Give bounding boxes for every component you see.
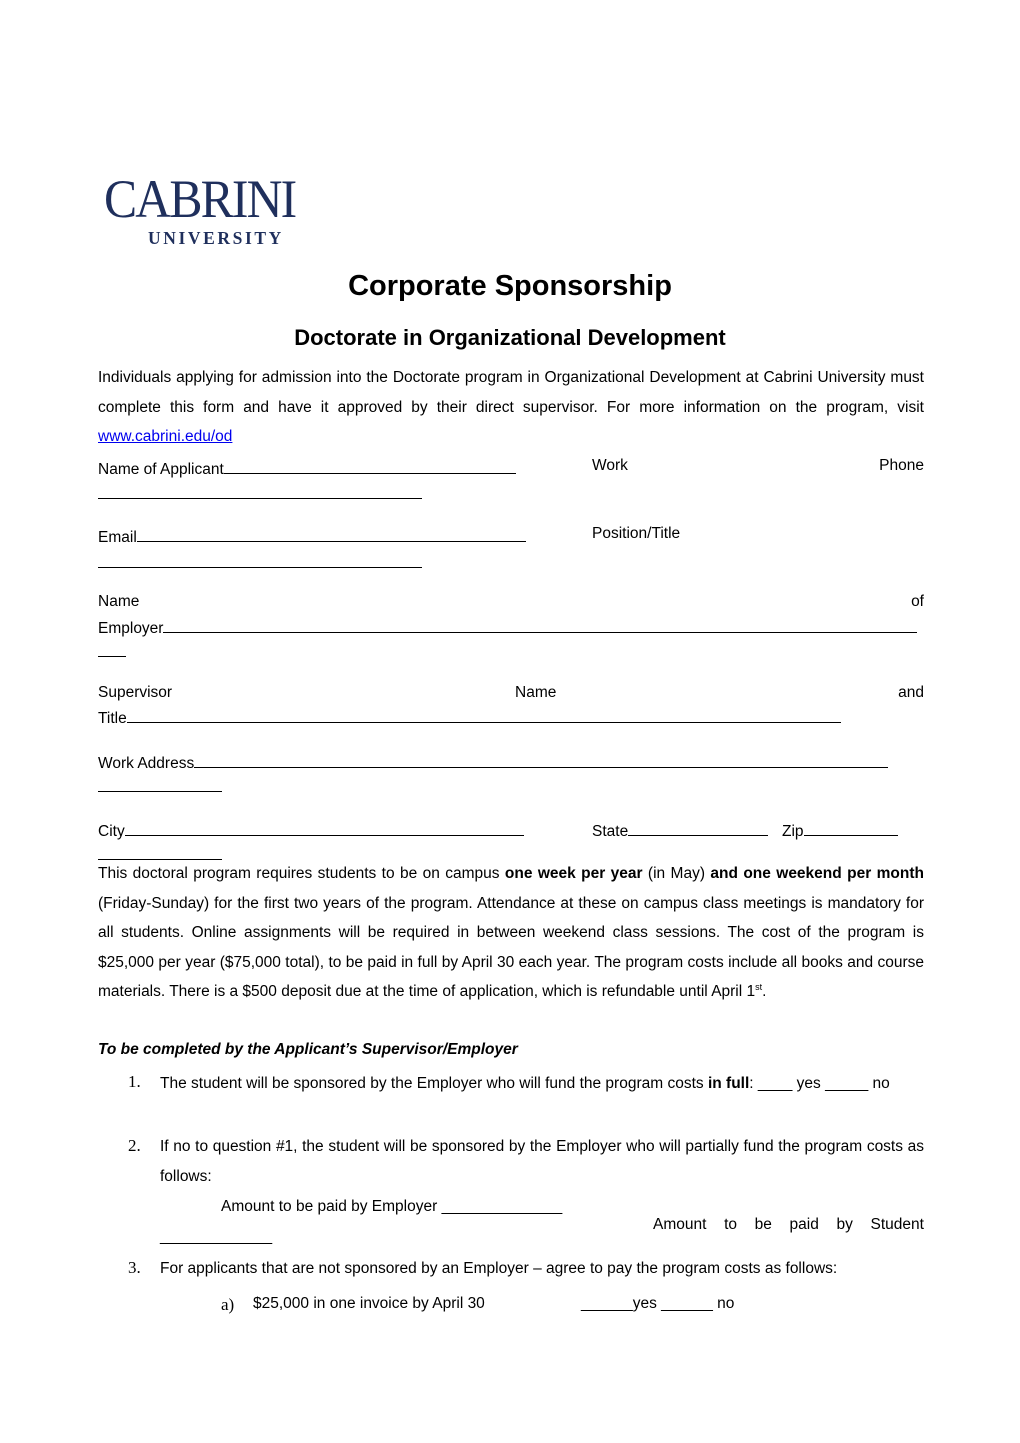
intro-text: Individuals applying for admission into the Doctorate program in Organizational Development at Cabrini University must complete this form and have it approved by their direct supervisor. For more information on the program, visit <box>98 369 924 416</box>
work-address-label: Work Address <box>98 755 195 772</box>
employer-label-name: Name <box>98 593 140 610</box>
item-2: If no to question #1, the student will be sponsored by the Employer who will partially fund the program costs as follows: <box>160 1138 924 1185</box>
position-line-row <box>98 551 924 573</box>
student-amount-line-row <box>160 1228 924 1246</box>
body-text-4: . <box>762 983 767 1001</box>
email-row <box>98 525 924 547</box>
employer-label: Employer <box>98 620 164 637</box>
item-1-text: The student will be sponsored by the Employer who will fund the program costs <box>160 1075 708 1092</box>
supervisor-label: Supervisor <box>98 684 173 701</box>
student-amount-word-2: to <box>724 1216 737 1233</box>
zip-label: Zip <box>782 823 804 840</box>
student-amount-word-5: by <box>836 1216 853 1233</box>
state-line[interactable] <box>628 819 768 836</box>
item-2-number: 2. <box>128 1136 141 1155</box>
student-amount-line[interactable]: _____________ <box>160 1228 273 1245</box>
applicant-row <box>98 457 924 479</box>
employer-label-of: of <box>911 593 924 610</box>
employer-line-cont[interactable] <box>98 640 126 657</box>
employer-line-row <box>98 616 924 638</box>
item-2-amounts <box>221 1198 924 1233</box>
body-superscript: st <box>755 982 763 993</box>
email-line[interactable] <box>137 525 526 542</box>
position-line[interactable] <box>98 551 422 568</box>
body-text-3: (Friday-Sunday) for the first two years of the program. Attendance at these on campus class meetings is mandatory for all students. Online assignments will be required in between weekend class sessions. The cost of the program is $25,000 per year ($75,000 total), to be paid in full by April 30 each year. The program costs include all books and course materials. There is a $500 deposit due at the time of application, which is refundable until April 1 <box>98 894 924 1001</box>
supervisor-line-row <box>98 706 924 728</box>
city-label: City <box>98 823 125 840</box>
item-1-answer[interactable]: : ____ yes _____ no <box>749 1075 890 1092</box>
applicant-label: Name of Applicant <box>98 461 224 478</box>
student-amount-word-4: paid <box>789 1216 819 1233</box>
phone-line[interactable] <box>98 482 422 499</box>
state-label: State <box>592 823 629 840</box>
body-text-1: This doctoral program requires students to be on campus <box>98 865 505 882</box>
employer-row <box>98 593 924 611</box>
subitem-a <box>221 1295 924 1315</box>
item-1 <box>160 1069 924 1099</box>
work-label: Work <box>592 457 628 474</box>
student-amount-word-6: Student <box>870 1216 924 1233</box>
student-amount-word-3: be <box>754 1216 772 1233</box>
zip-group <box>782 819 898 841</box>
work-address-line-cont[interactable] <box>98 775 222 792</box>
supervisor-line[interactable] <box>127 706 841 723</box>
student-amount-word-1: Amount <box>653 1216 707 1233</box>
page-title: Corporate Sponsorship <box>348 270 672 302</box>
position-label: Position/Title <box>592 525 681 542</box>
body-text-2: (in May) <box>642 865 711 882</box>
state-group <box>592 819 768 841</box>
phone-label: Phone <box>879 457 924 474</box>
title-label: Title <box>98 710 127 727</box>
item-1-bold: in full <box>707 1075 750 1092</box>
subitem-a-text: $25,000 in one invoice by April 30 <box>253 1295 485 1312</box>
item-3: For applicants that are not sponsored by an Employer – agree to pay the program costs as follows: <box>160 1260 838 1277</box>
supervisor-note: To be completed by the Applicant’s Supervisor/Employer <box>98 1041 518 1058</box>
work-address-cont-row <box>98 775 924 797</box>
email-label: Email <box>98 529 137 546</box>
applicant-line[interactable] <box>224 457 516 474</box>
body-bold-1: one week per year <box>504 865 643 882</box>
supervisor-row <box>98 684 924 702</box>
supervisor-name-label: Name <box>515 684 557 701</box>
subitem-a-answer[interactable]: ______yes ______ no <box>581 1295 735 1312</box>
logo-subtitle: UNIVERSITY <box>148 228 284 248</box>
work-address-row <box>98 751 924 773</box>
employer-amount[interactable]: Amount to be paid by Employer ______________ <box>221 1198 563 1215</box>
program-link[interactable]: www.cabrini.edu/od <box>98 428 233 446</box>
program-paragraph <box>98 859 924 1007</box>
supervisor-and-label: and <box>898 684 924 701</box>
logo-wordmark: CABRINI <box>104 169 296 229</box>
item-3-number: 3. <box>128 1258 141 1277</box>
cabrini-logo <box>104 169 304 250</box>
zip-line[interactable] <box>804 819 898 836</box>
subitem-a-letter: a) <box>221 1295 235 1314</box>
phone-line-row <box>98 482 924 504</box>
intro-paragraph <box>98 363 924 452</box>
city-row <box>98 819 924 841</box>
page-subtitle: Doctorate in Organizational Development <box>294 325 726 350</box>
body-bold-2: and one weekend per month <box>710 865 924 882</box>
city-line[interactable] <box>125 819 524 836</box>
employer-line-cont-row <box>98 640 924 662</box>
zip-line-cont[interactable] <box>98 843 222 860</box>
item-1-number: 1. <box>128 1072 141 1091</box>
work-address-line[interactable] <box>194 751 888 768</box>
employer-line[interactable] <box>163 616 917 633</box>
